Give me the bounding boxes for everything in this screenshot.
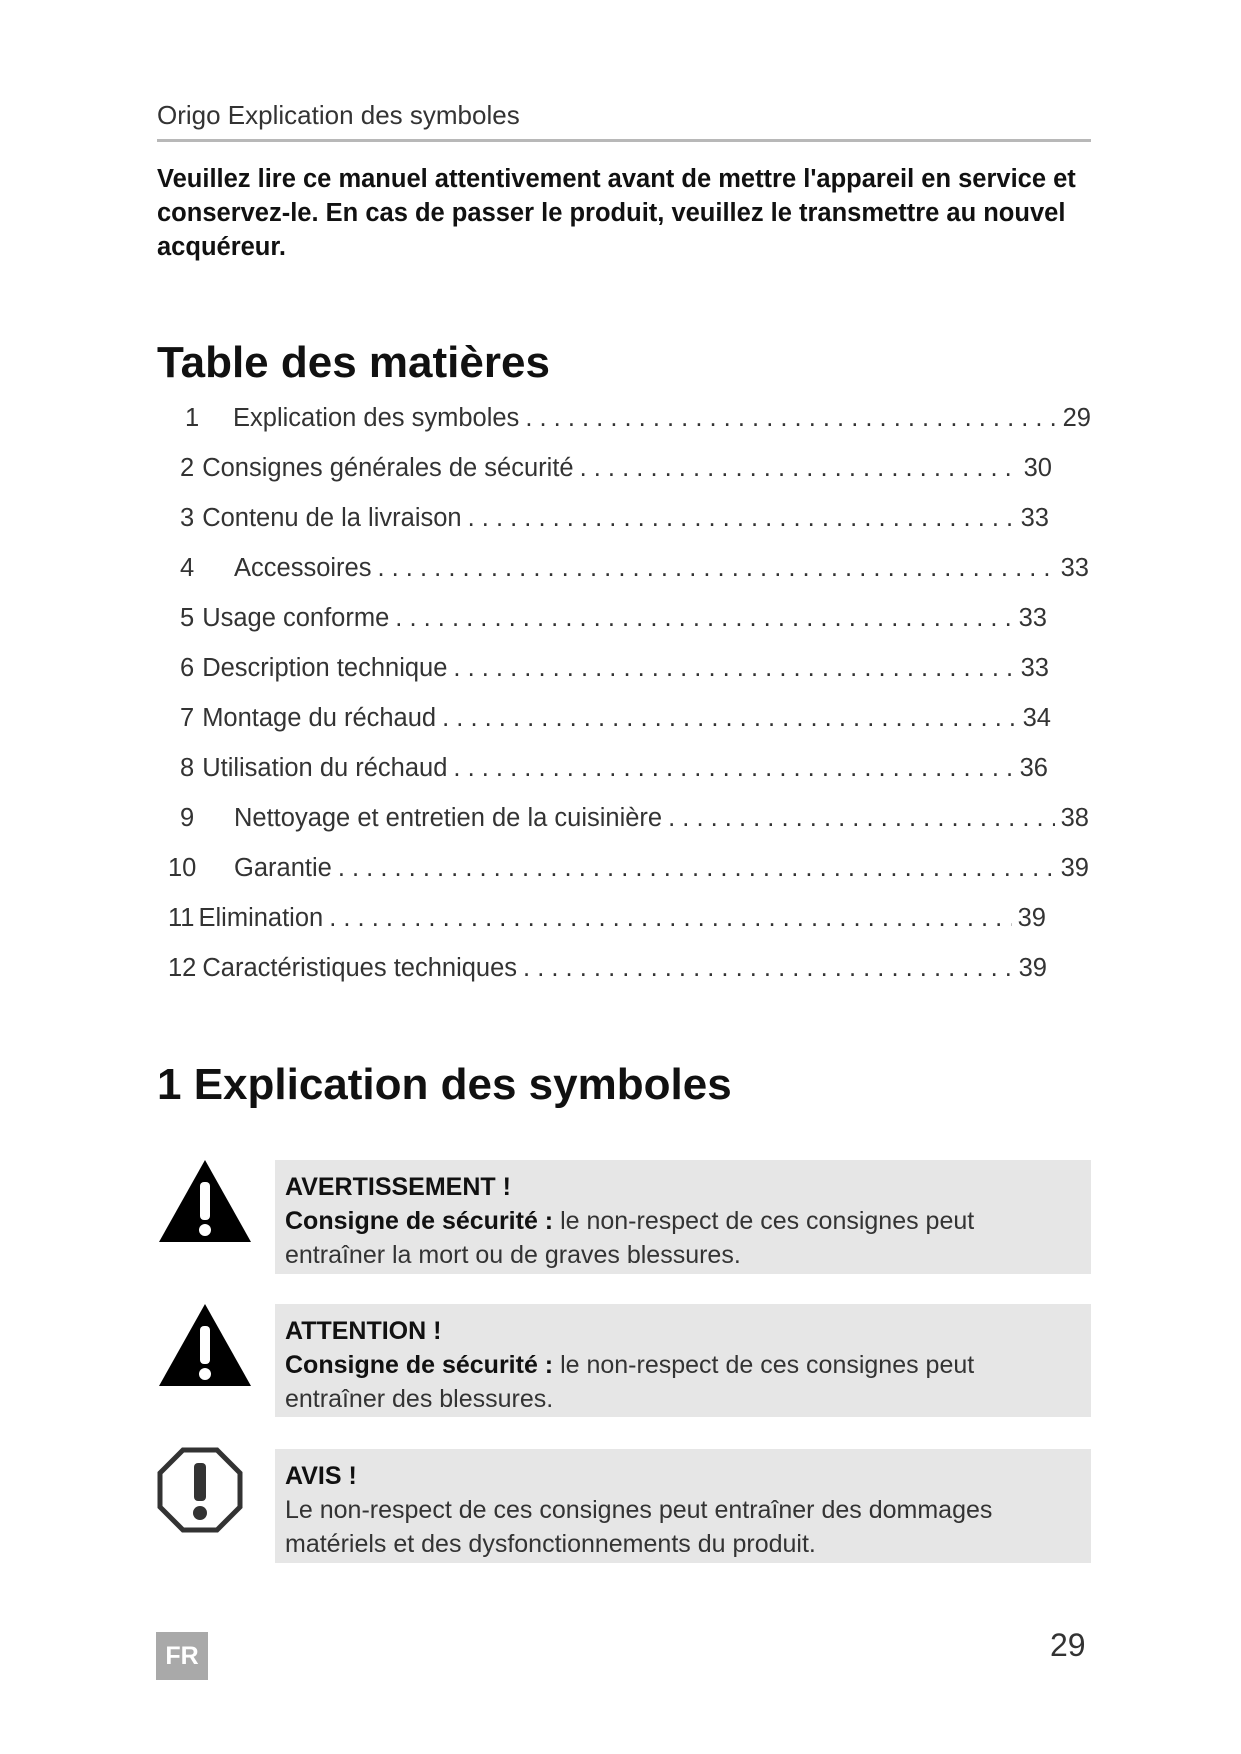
toc-entry[interactable] bbox=[168, 954, 1047, 994]
toc-entry[interactable] bbox=[168, 904, 1046, 944]
toc-entry-number: 11 bbox=[168, 904, 195, 932]
running-head: Origo Explication des symboles bbox=[157, 100, 520, 130]
toc-leader-dots bbox=[442, 704, 1017, 733]
notice-text: le non-respect de ces consignes peut entraîner la mort ou de graves blessures. bbox=[285, 1207, 975, 1269]
toc-entry-page: 33 bbox=[1020, 654, 1049, 682]
toc-entry-page: 39 bbox=[1017, 904, 1046, 932]
toc-entry[interactable] bbox=[180, 654, 1049, 694]
toc-title: Table des matières bbox=[157, 338, 550, 387]
toc-entry-title: Usage conforme bbox=[202, 604, 390, 632]
toc-entry-title: Utilisation du réchaud bbox=[202, 754, 448, 782]
notice-text: Le non-respect de ces consignes peut entraîner des dommages matériels et des dysfonctionnements du produit. bbox=[285, 1496, 993, 1558]
toc-leader-dots bbox=[580, 454, 1018, 483]
toc-entry-page: 36 bbox=[1019, 754, 1048, 782]
notice-lead: Consigne de sécurité : bbox=[285, 1351, 554, 1379]
toc-entry[interactable] bbox=[185, 404, 1091, 444]
toc-entry-page: 34 bbox=[1022, 704, 1051, 732]
toc-entry[interactable] bbox=[180, 804, 1089, 844]
toc-leader-dots bbox=[453, 654, 1014, 683]
toc-entry-number: 6 bbox=[180, 654, 195, 682]
toc-leader-dots bbox=[668, 804, 1055, 833]
toc-entry-number: 5 bbox=[180, 604, 195, 632]
toc-entry-number: 4 bbox=[180, 554, 195, 582]
toc-leader-dots bbox=[377, 554, 1054, 583]
intro-notice: Veuillez lire ce manuel attentivement avant de mettre l'appareil en service et conservez-le. En cas de passer le produit, veuillez le transmettre au nouvel acquéreur. bbox=[157, 165, 1076, 261]
toc-entry-number: 2 bbox=[180, 454, 195, 482]
warning-triangle-icon bbox=[157, 1158, 253, 1244]
notice-box bbox=[275, 1449, 1091, 1563]
warning-notice bbox=[275, 1160, 1091, 1274]
toc-entry-page: 33 bbox=[1020, 504, 1049, 532]
toc-entry[interactable] bbox=[180, 754, 1048, 794]
toc-leader-dots bbox=[453, 754, 1013, 783]
toc-leader-dots bbox=[525, 404, 1056, 433]
toc-entry-number: 8 bbox=[180, 754, 195, 782]
toc-entry-title: Explication des symboles bbox=[233, 404, 520, 432]
notice-label: AVIS ! bbox=[285, 1462, 357, 1490]
toc-leader-dots bbox=[329, 904, 1011, 933]
toc-entry[interactable] bbox=[168, 854, 1089, 894]
toc-entry[interactable] bbox=[180, 504, 1049, 544]
language-badge: FR bbox=[156, 1632, 208, 1680]
toc-entry-page: 39 bbox=[1018, 954, 1047, 982]
toc-entry-page: 38 bbox=[1060, 804, 1089, 832]
toc-entry-page: 33 bbox=[1018, 604, 1047, 632]
toc-leader-dots bbox=[395, 604, 1012, 633]
toc-entry-title: Contenu de la livraison bbox=[202, 504, 462, 532]
caution-notice bbox=[275, 1304, 1091, 1417]
toc-entry-title: Consignes générales de sécurité bbox=[202, 454, 574, 482]
toc-leader-dots bbox=[468, 504, 1015, 533]
toc-entry-title: Elimination bbox=[198, 904, 324, 932]
toc-entry-number: 9 bbox=[180, 804, 195, 832]
toc-entry-page: 29 bbox=[1062, 404, 1091, 432]
toc-entry[interactable] bbox=[180, 704, 1051, 744]
notice-text: le non-respect de ces consignes peut entraîner des blessures. bbox=[285, 1351, 975, 1413]
toc-entry-title: Nettoyage et entretien de la cuisinière bbox=[234, 804, 663, 832]
notice-label: AVERTISSEMENT ! bbox=[285, 1173, 511, 1201]
toc-entry-page: 33 bbox=[1060, 554, 1089, 582]
page-number: 29 bbox=[1050, 1627, 1086, 1663]
header-rule bbox=[157, 139, 1091, 142]
toc-entry[interactable] bbox=[180, 554, 1089, 594]
toc-leader-dots bbox=[523, 954, 1013, 983]
toc-entry-title: Caractéristiques techniques bbox=[202, 954, 518, 982]
toc-entry-title: Garantie bbox=[234, 854, 332, 882]
notice-lead: Consigne de sécurité : bbox=[285, 1207, 554, 1235]
caution-triangle-icon bbox=[157, 1302, 253, 1388]
toc-entry-number: 12 bbox=[168, 954, 197, 982]
toc-entry[interactable] bbox=[180, 454, 1052, 494]
toc-entry-page: 39 bbox=[1060, 854, 1089, 882]
toc-entry-number: 3 bbox=[180, 504, 195, 532]
toc-entry-title: Accessoires bbox=[234, 554, 372, 582]
notice-label: ATTENTION ! bbox=[285, 1317, 442, 1345]
section-heading: 1 Explication des symboles bbox=[157, 1060, 732, 1109]
toc-entry-number: 10 bbox=[168, 854, 197, 882]
toc-entry-title: Montage du réchaud bbox=[202, 704, 437, 732]
toc-entry-page: 30 bbox=[1023, 454, 1052, 482]
toc-leader-dots bbox=[338, 854, 1055, 883]
toc-entry-number: 7 bbox=[180, 704, 195, 732]
notice-octagon-icon bbox=[157, 1447, 243, 1533]
toc-entry-number: 1 bbox=[185, 404, 200, 432]
toc-entry[interactable] bbox=[180, 604, 1047, 644]
toc-entry-title: Description technique bbox=[202, 654, 448, 682]
